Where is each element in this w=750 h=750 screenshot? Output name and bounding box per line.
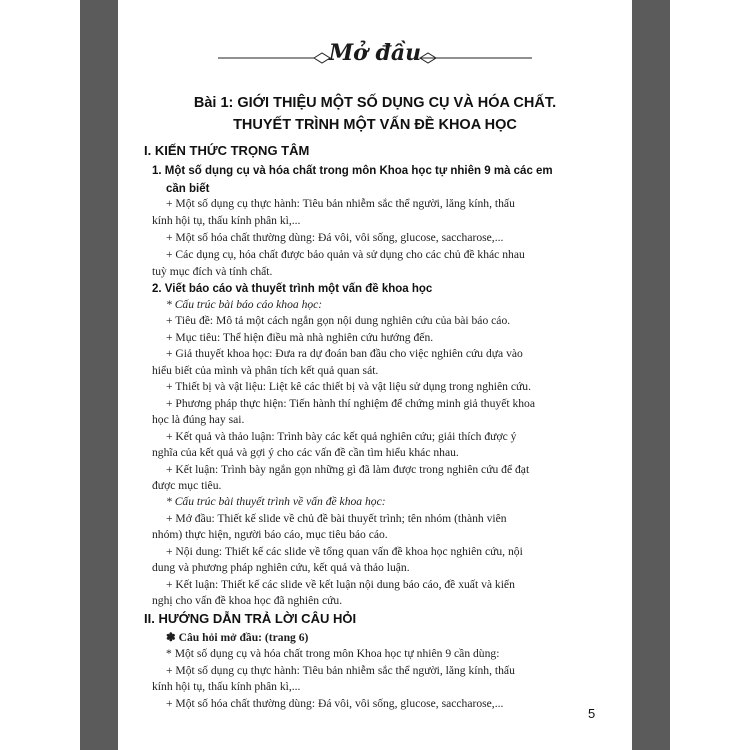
- subsection-heading-1-line-1: 1. Một số dụng cụ và hóa chất trong môn Khoa học tự nhiên 9 mà các em: [152, 165, 553, 177]
- left-margin-bar: [80, 0, 118, 750]
- text-line: + Mở đầu: Thiết kế slide về chủ đề bài thuyết trình; tên nhóm (thành viên: [166, 512, 507, 525]
- chapter-title: Mở đầu: [328, 40, 422, 66]
- text-line: nghĩa của kết quả và gợi ý cho các vấn đề cần tìm hiểu khác nhau.: [152, 446, 459, 459]
- book-page: [118, 0, 632, 750]
- text-line: + Phương pháp thực hiện: Tiến hành thí nghiệm để chứng minh giả thuyết khoa: [166, 397, 535, 410]
- text-line: hiểu biết của mình và phân tích kết quả quan sát.: [152, 364, 379, 377]
- text-line: + Các dụng cụ, hóa chất được bảo quản và sử dụng cho các chủ đề khác nhau: [166, 248, 525, 261]
- lesson-title-line-1: Bài 1: GIỚI THIỆU MỘT SỐ DỤNG CỤ VÀ HÓA CHẤT.: [193, 95, 557, 111]
- text-line: + Thiết bị và vật liệu: Liệt kê các thiết bị và vật liệu sử dụng trong nghiên cứu.: [166, 380, 531, 393]
- text-line: + Giả thuyết khoa học: Đưa ra dự đoán ban đầu cho việc nghiên cứu dựa vào: [166, 347, 523, 360]
- text-line: nhóm) thực hiện, người báo cáo, mục tiêu báo cáo.: [152, 528, 388, 541]
- text-line: tuỳ mục đích và tính chất.: [152, 265, 273, 278]
- text-line: + Mục tiêu: Thể hiện điều mà nhà nghiên cứu hướng đến.: [166, 331, 434, 344]
- section-heading-1: I. KIẾN THỨC TRỌNG TÂM: [144, 143, 310, 158]
- text-line: + Kết luận: Trình bày ngắn gọn những gì đã làm được trong nghiên cứu để đạt: [166, 463, 530, 476]
- text-line: + Một số dụng cụ thực hành: Tiêu bản nhiễm sắc thể người, lăng kính, thấu: [166, 197, 515, 210]
- text-line: dung và phương pháp nghiên cứu, kết quả và thảo luận.: [152, 561, 410, 574]
- text-line: + Một số hóa chất thường dùng: Đá vôi, vôi sống, glucose, saccharose,...: [166, 231, 504, 244]
- page-number: 5: [588, 706, 596, 721]
- subsection-heading-2: 2. Viết báo cáo và thuyết trình một vấn đề khoa học: [152, 283, 433, 295]
- text-line: + Tiêu đề: Mô tả một cách ngắn gọn nội dung nghiên cứu của bài báo cáo.: [166, 314, 511, 327]
- text-line: kính hội tụ, thấu kính phân kì,...: [152, 214, 301, 227]
- text-line: + Một số dụng cụ thực hành: Tiêu bản nhiễm sắc thể người, lăng kính, thấu: [166, 664, 515, 677]
- text-line: nghị cho vấn đề khoa học đã nghiên cứu.: [152, 594, 343, 607]
- text-line: + Một số hóa chất thường dùng: Đá vôi, vôi sống, glucose, saccharose,...: [166, 697, 504, 710]
- text-line: học là đúng hay sai.: [152, 413, 245, 426]
- right-margin-bar: [632, 0, 670, 750]
- text-line: ✽ Câu hỏi mở đầu: (trang 6): [166, 631, 309, 644]
- lesson-title-line-2: THUYẾT TRÌNH MỘT VẤN ĐỀ KHOA HỌC: [233, 117, 517, 133]
- section-heading-2: II. HƯỚNG DẪN TRẢ LỜI CÂU HỎI: [144, 611, 357, 626]
- subsection-heading-1: [152, 162, 553, 198]
- text-line: kính hội tụ, thấu kính phân kì,...: [152, 680, 301, 693]
- text-line: + Kết luận: Thiết kế các slide về kết luận nội dung báo cáo, đề xuất và kiến: [166, 578, 515, 591]
- text-line: * Một số dụng cụ và hóa chất trong môn Khoa học tự nhiên 9 cần dùng:: [166, 647, 500, 660]
- text-line: + Nội dung: Thiết kế các slide về tổng quan vấn đề khoa học nghiên cứu, nội: [166, 545, 523, 558]
- text-line: + Kết quả và thảo luận: Trình bày các kết quả nghiên cứu; giải thích được ý: [166, 430, 517, 443]
- text-line: * Cấu trúc bài báo cáo khoa học:: [166, 298, 323, 311]
- text-line: được mục tiêu.: [152, 479, 222, 492]
- subsection-heading-1-line-2: cần biết: [166, 183, 210, 195]
- text-line: * Cấu trúc bài thuyết trình về vấn đề khoa học:: [166, 495, 386, 508]
